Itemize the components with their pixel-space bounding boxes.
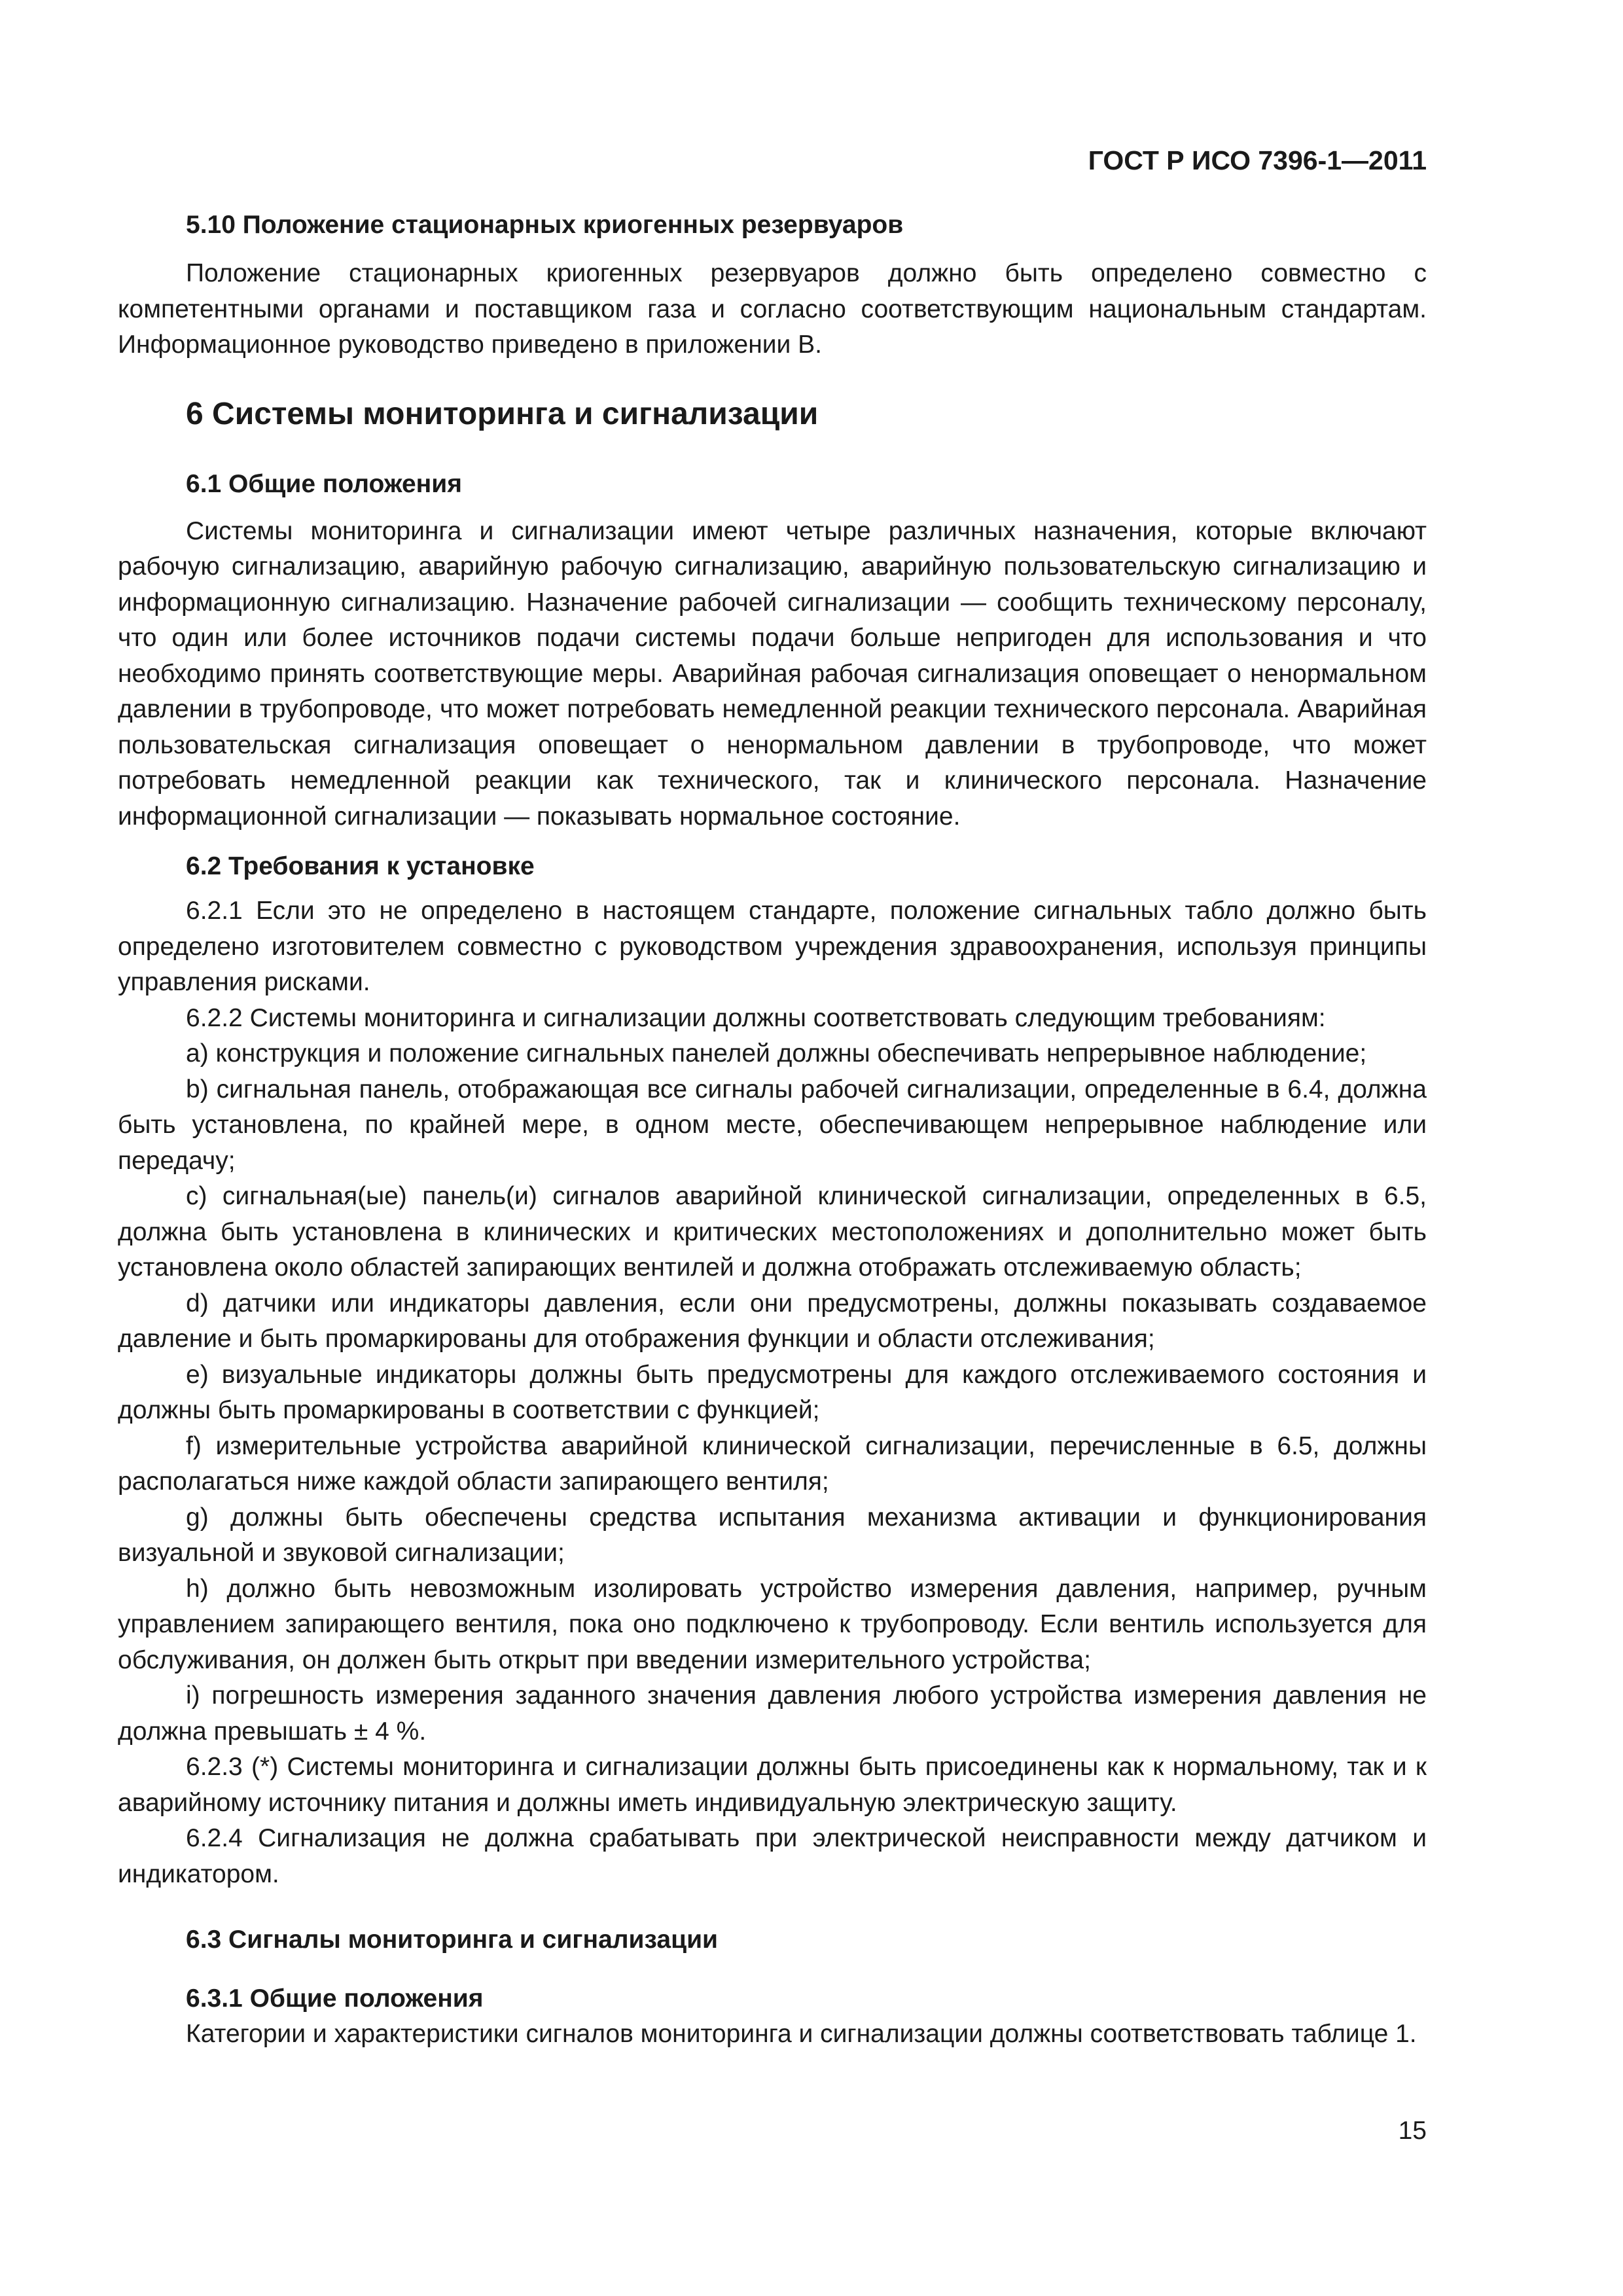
page-number: 15 — [1398, 2117, 1427, 2145]
paragraph-6-2-1: 6.2.1 Если это не определено в настоящем стандарте, положение сигнальных табло должно быть определено изготовителем совместно с руководством учреждения здравоохранения, используя принципы управления рисками. — [118, 897, 1427, 996]
list-item-f: f) измерительные устройства аварийной клинической сигнализации, перечисленные в 6.5, должны располагаться ниже каждой области запирающего вентиля; — [118, 1431, 1427, 1496]
list-item-e: е) визуальные индикаторы должны быть предусмотрены для каждого отслеживаемого состояния и должны быть промаркированы в соответствии с функцией; — [118, 1360, 1427, 1424]
document-id-header: ГОСТ Р ИСО 7396-1—2011 — [1088, 145, 1427, 175]
heading-6-3-1: 6.3.1 Общие положения — [186, 1984, 484, 2013]
document-page — [118, 0, 1427, 2296]
heading-6-2: 6.2 Требования к установке — [186, 852, 535, 880]
list-item-c: с) сигнальная(ые) панель(и) сигналов аварийной клинической сигнализации, определенных в 6.5, должна быть установлена в клинических и критических местоположениях и дополнительно может быть установлена около областей запирающих вентилей и должна отображать отслеживаемую область; — [118, 1182, 1427, 1282]
heading-5-10: 5.10 Положение стационарных криогенных резервуаров — [186, 211, 904, 239]
document-body — [118, 207, 1427, 2053]
list-item-d: d) датчики или индикаторы давления, если они предусмотрены, должны показывать создаваемое давление и быть промаркированы для отображения функции и области отслеживания; — [118, 1289, 1427, 1353]
paragraph-6-2-2: 6.2.2 Системы мониторинга и сигнализации должны соответствовать следующим требованиям: — [186, 1003, 1326, 1032]
list-item-a: а) конструкция и положение сигнальных панелей должны обеспечивать непрерывное наблюдение; — [186, 1039, 1367, 1067]
list-item-h: h) должно быть невозможным изолировать устройство измерения давления, например, ручным управлением запирающего вентиля, пока оно подключено к трубопроводу. Если вентиль используется для обслуживания, он должен быть открыт при введении измерительного устройства; — [118, 1574, 1427, 1674]
list-item-b: b) сигнальная панель, отображающая все сигналы рабочей сигнализации, определенные в 6.4, должна быть установлена, по крайней мере, в одном месте, обеспечивающем непрерывное наблюдение или передачу; — [118, 1075, 1427, 1175]
paragraph-6-3-1: Категории и характеристики сигналов мониторинга и сигнализации должны соответствовать таблице 1. — [186, 2020, 1417, 2048]
heading-6-3: 6.3 Сигналы мониторинга и сигнализации — [186, 1926, 719, 1954]
heading-6-1: 6.1 Общие положения — [186, 469, 462, 498]
list-item-g: g) должны быть обеспечены средства испытания механизма активации и функционирования визуальной и звуковой сигнализации; — [118, 1503, 1427, 1567]
paragraph-6-1: Системы мониторинга и сигнализации имеют четыре различных назначения, которые включают рабочую сигнализацию, аварийную рабочую сигнализацию, аварийную пользовательскую сигнализацию и информационную сигнализацию. Назначение рабочей сигнализации — сообщить техническому персоналу, что один или более источников подачи системы подачи больше непригоден для использования и что необходимо принять соответствующие меры. Аварийная рабочая сигнализация оповещает о ненормальном давлении в трубопроводе, что может потребовать немедленной реакции технического персонала. Аварийная пользовательская сигнализация оповещает о ненормальном давлении в трубопроводе, что может потребовать немедленной реакции как технического, так и клинического персонала. Назначение информационной сигнализации — показывать нормальное состояние. — [118, 516, 1427, 831]
paragraph-6-2-3: 6.2.3 (*) Системы мониторинга и сигнализации должны быть присоединены как к нормальному, так и к аварийному источнику питания и должны иметь индивидуальную электрическую защиту. — [118, 1753, 1427, 1817]
heading-section-6: 6 Системы мониторинга и сигнализации — [186, 396, 819, 431]
list-item-i: i) погрешность измерения заданного значения давления любого устройства измерения давления не должна превышать ± 4 %. — [118, 1681, 1427, 1746]
paragraph-5-10: Положение стационарных криогенных резервуаров должно быть определено совместно с компетентными органами и поставщиком газа и согласно соответствующим национальным стандартам. Информационное руководство приведено в приложении В. — [118, 259, 1427, 359]
paragraph-6-2-4: 6.2.4 Сигнализация не должна срабатывать при электрической неисправности между датчиком и индикатором. — [118, 1824, 1427, 1888]
